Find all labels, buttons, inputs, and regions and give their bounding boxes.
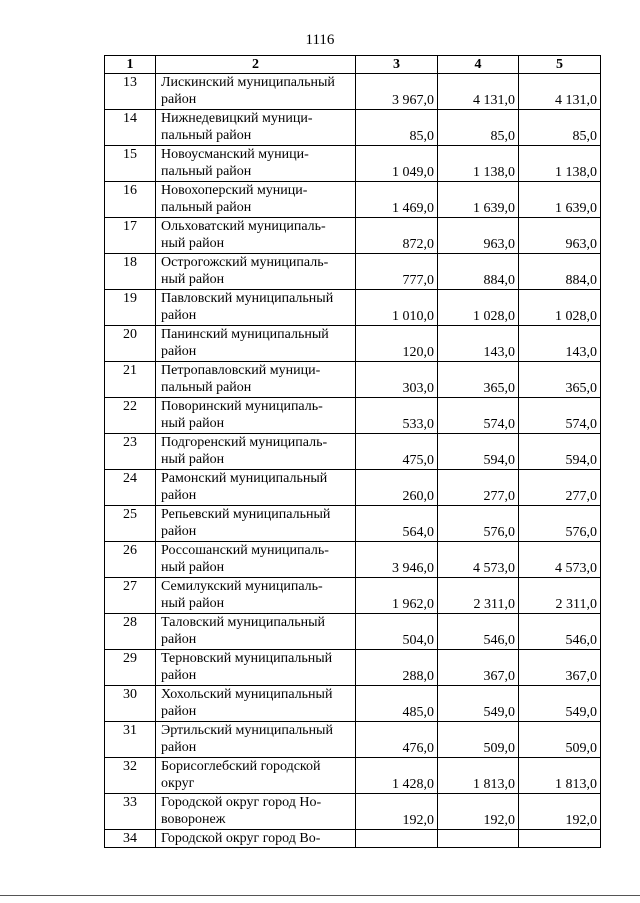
value-col-3: 1 469,0 [356,182,438,218]
value-col-3: 504,0 [356,614,438,650]
row-number: 19 [105,290,156,326]
table-row [105,578,601,614]
value-col-3: 1 428,0 [356,758,438,794]
name-line-1: Хохольский муниципальный [161,687,333,702]
name-line-2: пальный район [161,200,252,215]
municipality-name [156,362,356,398]
municipality-name [156,614,356,650]
name-line-2: район [161,344,197,359]
row-number: 27 [105,578,156,614]
name-line-2: район [161,704,197,719]
column-header: 3 [356,56,438,74]
value-col-5: 2 311,0 [519,578,601,614]
row-number: 16 [105,182,156,218]
name-line-2: район [161,740,197,755]
value-col-3: 777,0 [356,254,438,290]
name-line-2: район [161,524,197,539]
value-col-4 [438,830,519,848]
name-line-2: ный район [161,452,225,467]
value-col-5: 576,0 [519,506,601,542]
row-number: 31 [105,722,156,758]
municipality-name [156,722,356,758]
name-line-2: ный район [161,596,225,611]
value-col-5 [519,830,601,848]
table-row [105,758,601,794]
table-row [105,398,601,434]
value-col-4: 2 311,0 [438,578,519,614]
name-line-1: Павловский муниципальный [161,291,334,306]
name-line-1: Поворинский муниципаль- [161,399,323,414]
table-row [105,434,601,470]
municipality-name [156,110,356,146]
value-col-3: 475,0 [356,434,438,470]
value-col-5: 963,0 [519,218,601,254]
value-col-3: 288,0 [356,650,438,686]
table-row [105,218,601,254]
value-col-4: 4 573,0 [438,542,519,578]
name-line-1: Таловский муниципальный [161,615,325,630]
table-body [105,74,601,848]
value-col-3: 1 962,0 [356,578,438,614]
column-header: 1 [105,56,156,74]
table-row [105,182,601,218]
row-number: 13 [105,74,156,110]
name-line-1: Острогожский муниципаль- [161,255,329,270]
table-row [105,290,601,326]
table-row [105,614,601,650]
row-number: 32 [105,758,156,794]
value-col-4: 85,0 [438,110,519,146]
name-line-1: Нижнедевицкий муници- [161,111,313,126]
value-col-3: 3 967,0 [356,74,438,110]
value-col-4: 574,0 [438,398,519,434]
value-col-3: 260,0 [356,470,438,506]
table-row [105,146,601,182]
value-col-5: 367,0 [519,650,601,686]
row-number: 20 [105,326,156,362]
value-col-4: 4 131,0 [438,74,519,110]
name-line-1: Борисоглебский городской [161,759,321,774]
row-number: 33 [105,794,156,830]
value-col-4: 277,0 [438,470,519,506]
budget-table [104,55,601,848]
value-col-5: 1 813,0 [519,758,601,794]
name-line-1: Россошанский муниципаль- [161,543,329,558]
value-col-5: 884,0 [519,254,601,290]
row-number: 24 [105,470,156,506]
row-number: 26 [105,542,156,578]
municipality-name [156,146,356,182]
table-row [105,74,601,110]
value-col-3: 476,0 [356,722,438,758]
value-col-3: 192,0 [356,794,438,830]
name-line-1: Ольховатский муниципаль- [161,219,326,234]
municipality-name [156,434,356,470]
name-line-2: ный район [161,560,225,575]
municipality-name [156,398,356,434]
name-line-2: пальный район [161,164,252,179]
row-number: 15 [105,146,156,182]
table-row [105,254,601,290]
name-line-1: Городской округ город Но- [161,795,322,810]
value-col-5: 546,0 [519,614,601,650]
table-row [105,110,601,146]
municipality-name [156,326,356,362]
municipality-name [156,686,356,722]
table-row [105,542,601,578]
municipality-name [156,794,356,830]
value-col-5: 1 639,0 [519,182,601,218]
value-col-3: 1 049,0 [356,146,438,182]
value-col-5: 85,0 [519,110,601,146]
column-header: 4 [438,56,519,74]
value-col-4: 549,0 [438,686,519,722]
value-col-5: 574,0 [519,398,601,434]
name-line-1: Рамонский муниципальный [161,471,328,486]
municipality-name [156,74,356,110]
municipality-name [156,182,356,218]
value-col-5: 549,0 [519,686,601,722]
value-col-4: 143,0 [438,326,519,362]
municipality-name: Городской округ город Во- [156,830,356,848]
value-col-5: 143,0 [519,326,601,362]
value-col-3: 85,0 [356,110,438,146]
municipality-name [156,578,356,614]
value-col-5: 509,0 [519,722,601,758]
municipality-name [156,290,356,326]
row-number: 21 [105,362,156,398]
name-line-1: Репьевский муниципальный [161,507,331,522]
table-row [105,686,601,722]
value-col-5: 192,0 [519,794,601,830]
value-col-3: 872,0 [356,218,438,254]
name-line-2: район [161,488,197,503]
name-line-2: округ [161,776,195,791]
value-col-4: 1 138,0 [438,146,519,182]
name-line-2: ный район [161,416,225,431]
column-header: 5 [519,56,601,74]
value-col-4: 1 813,0 [438,758,519,794]
column-header: 2 [156,56,356,74]
table-row [105,830,601,848]
municipality-name [156,506,356,542]
row-number: 18 [105,254,156,290]
value-col-5: 1 138,0 [519,146,601,182]
name-line-1: Эртильский муниципальный [161,723,333,738]
value-col-5: 594,0 [519,434,601,470]
value-col-3: 120,0 [356,326,438,362]
table-header-row [105,56,601,74]
municipality-name [156,542,356,578]
name-line-1: Новоусманский муници- [161,147,309,162]
municipality-name [156,218,356,254]
value-col-4: 365,0 [438,362,519,398]
value-col-4: 546,0 [438,614,519,650]
value-col-5: 365,0 [519,362,601,398]
name-line-1: Новохоперский муници- [161,183,308,198]
value-col-4: 576,0 [438,506,519,542]
name-line-2: район [161,92,197,107]
value-col-5: 4 131,0 [519,74,601,110]
value-col-4: 1 028,0 [438,290,519,326]
value-col-4: 963,0 [438,218,519,254]
name-line-2: район [161,632,197,647]
name-line-2: воворонеж [161,812,226,827]
value-col-5: 1 028,0 [519,290,601,326]
name-line-1: Панинский муниципальный [161,327,329,342]
municipality-name [156,254,356,290]
row-number: 14 [105,110,156,146]
name-line-2: пальный район [161,128,252,143]
value-col-4: 192,0 [438,794,519,830]
page-number: 1116 [305,32,335,48]
name-line-1: Терновский муниципальный [161,651,333,666]
row-number: 34 [105,830,156,848]
bottom-rule [0,895,640,896]
name-line-2: район [161,308,197,323]
value-col-4: 884,0 [438,254,519,290]
value-col-3: 485,0 [356,686,438,722]
name-line-2: район [161,668,197,683]
row-number: 17 [105,218,156,254]
row-number: 22 [105,398,156,434]
table-row [105,362,601,398]
value-col-3: 533,0 [356,398,438,434]
name-line-2: ный район [161,272,225,287]
value-col-3: 3 946,0 [356,542,438,578]
row-number: 29 [105,650,156,686]
name-line-2: ный район [161,236,225,251]
name-line-1: Петропавловский муници- [161,363,321,378]
row-number: 23 [105,434,156,470]
value-col-4: 509,0 [438,722,519,758]
value-col-3 [356,830,438,848]
value-col-3: 303,0 [356,362,438,398]
table-row [105,470,601,506]
row-number: 25 [105,506,156,542]
name-line-1: Подгоренский муниципаль- [161,435,328,450]
value-col-5: 4 573,0 [519,542,601,578]
table-row [105,506,601,542]
table-row [105,326,601,362]
table-row [105,650,601,686]
name-line-1: Семилукский муниципаль- [161,579,323,594]
municipality-name [156,650,356,686]
table-row [105,794,601,830]
municipality-name [156,470,356,506]
value-col-3: 1 010,0 [356,290,438,326]
value-col-5: 277,0 [519,470,601,506]
row-number: 30 [105,686,156,722]
row-number: 28 [105,614,156,650]
municipality-name [156,758,356,794]
name-line-1: Лискинский муниципальный [161,75,335,90]
value-col-4: 367,0 [438,650,519,686]
name-line-2: пальный район [161,380,252,395]
value-col-3: 564,0 [356,506,438,542]
value-col-4: 1 639,0 [438,182,519,218]
table-row [105,722,601,758]
value-col-4: 594,0 [438,434,519,470]
